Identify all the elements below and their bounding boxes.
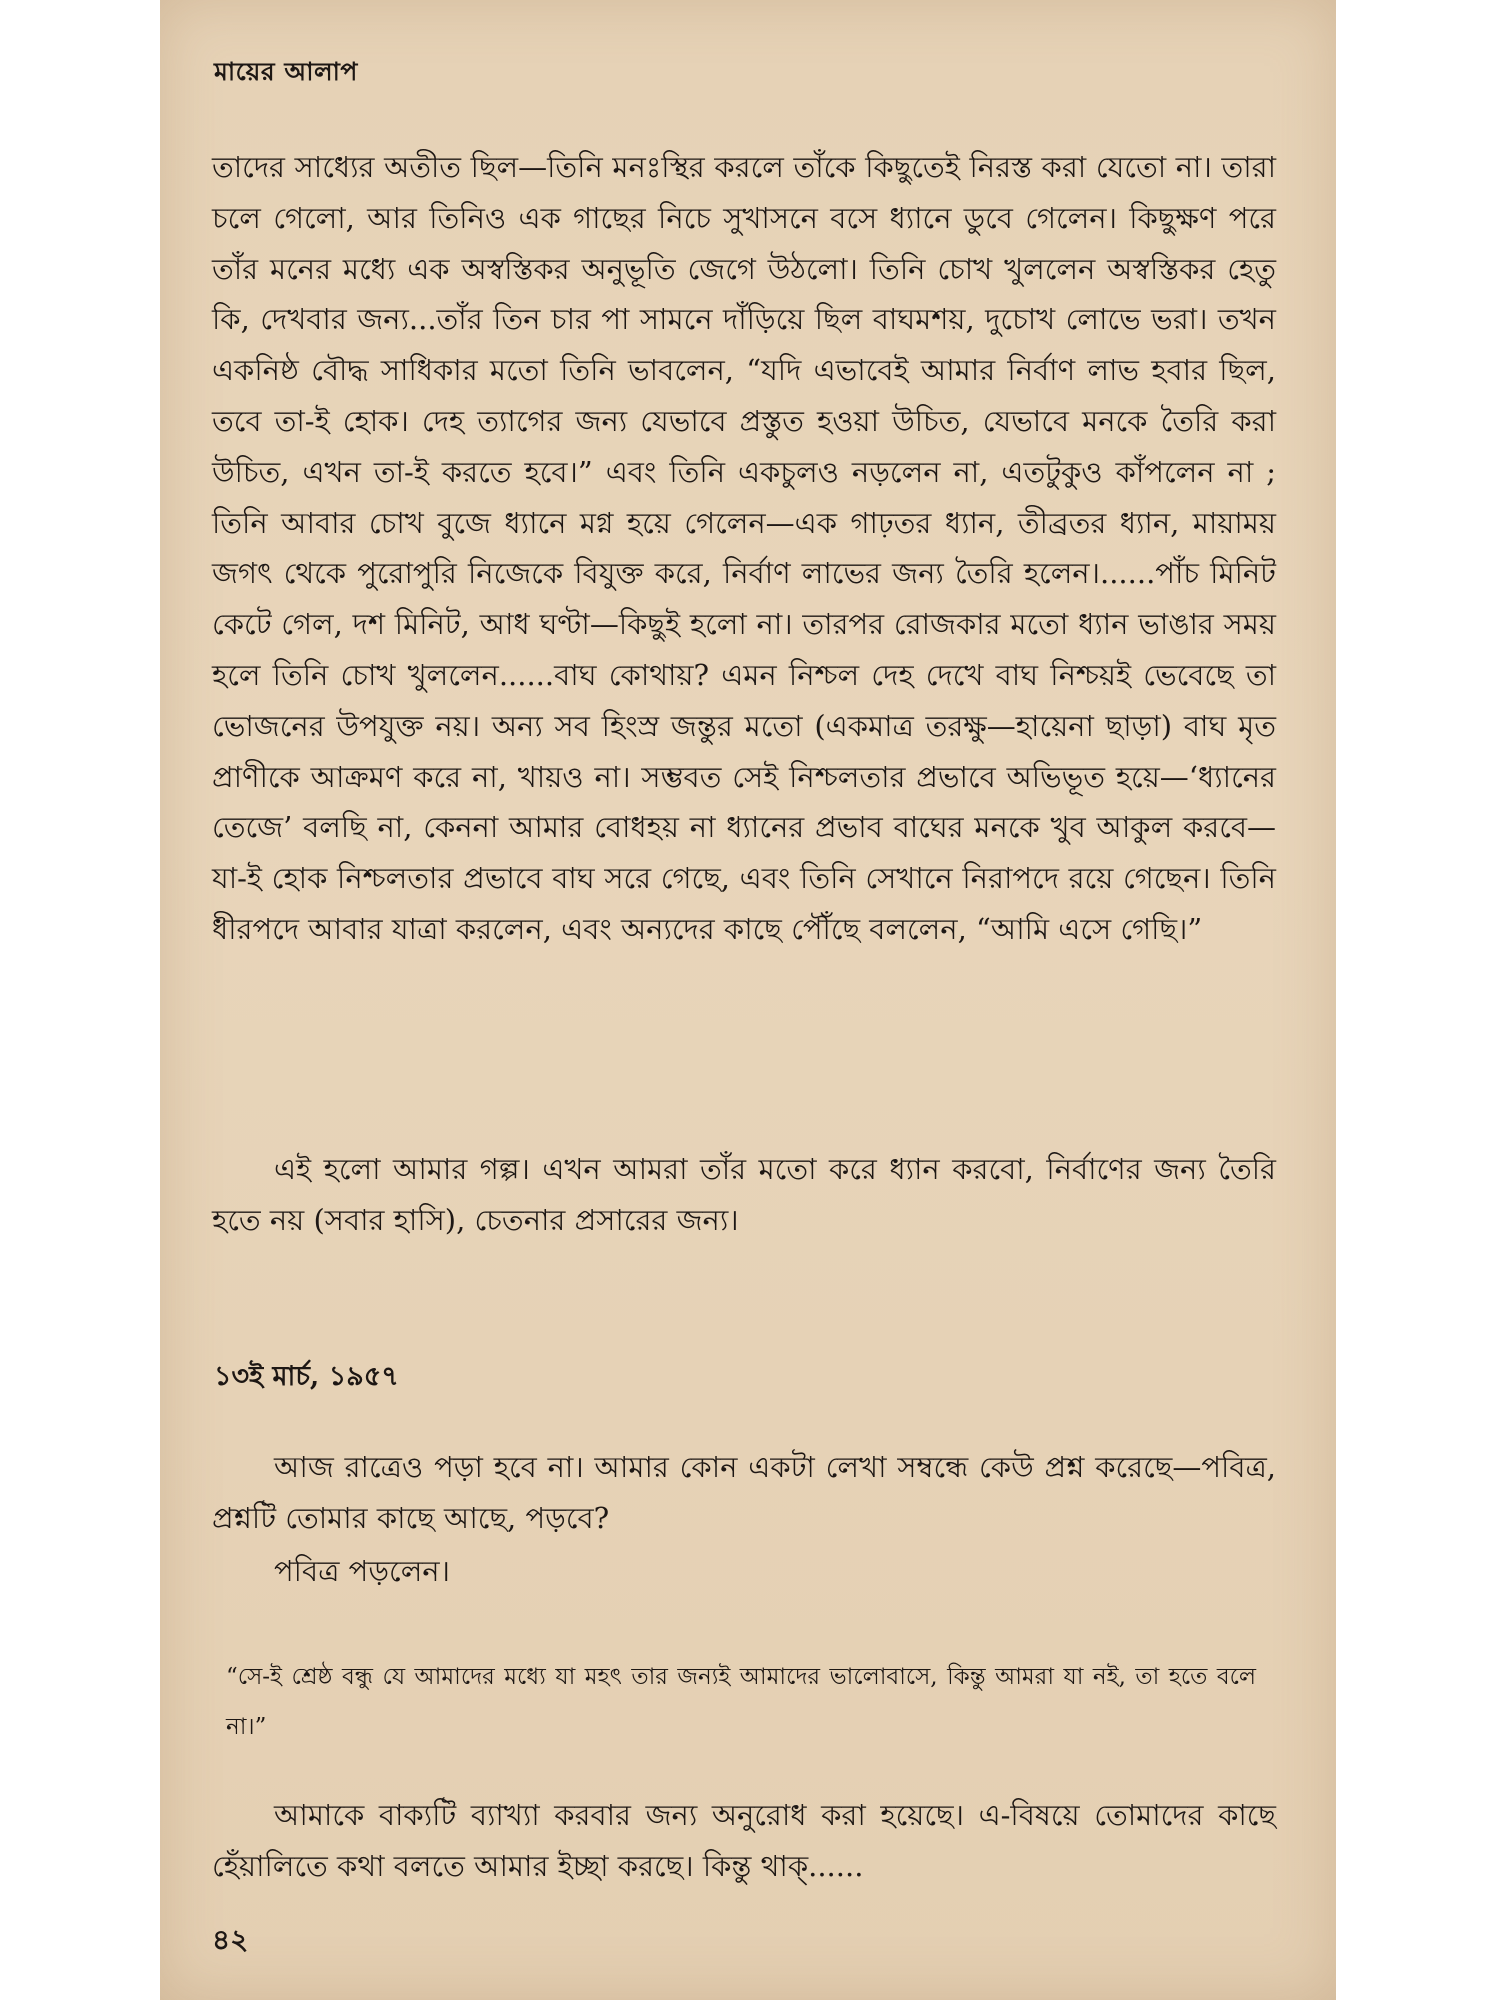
body-paragraph-1 (212, 142, 1276, 955)
body-paragraph-4 (212, 1546, 1276, 1597)
paragraph-text: পবিত্র পড়লেন। (274, 1554, 450, 1588)
book-page (160, 0, 1336, 2000)
body-paragraph-2 (212, 1144, 1276, 1246)
date-heading: ১৩ই মার্চ, ১৯৫৭ (214, 1361, 399, 1392)
body-paragraph-3 (212, 1442, 1276, 1544)
running-head: মায়ের আলাপ (214, 57, 358, 86)
body-paragraph-5 (212, 1790, 1276, 1892)
paragraph-text: আমাকে বাক্যটি ব্যাখ্যা করবার জন্য অনুরোধ করা হয়েছে। এ-বিষয়ে তোমাদের কাছে হেঁয়ালিতে কথা বলতে আমার ইচ্ছা করছে। কিন্তু থাক্‌...... (212, 1798, 1276, 1883)
paragraph-text: তাদের সাধ্যের অতীত ছিল—তিনি মনঃস্থির করলে তাঁকে কিছুতেই নিরস্ত করা যেতো না। তারা চলে গেলো, আর তিনিও এক গাছের নিচে সুখাসনে বসে ধ্যানে ডুবে গেলেন। কিছুক্ষণ পরে তাঁর মনের মধ্যে এক অস্বস্তিকর অনুভূতি জেগে উঠলো। তিনি চোখ খুললেন অস্বস্তিকর হেতু কি, দেখবার জন্য...তাঁর তিন চার পা সামনে দাঁড়িয়ে ছিল বাঘমশয়, দুচোখ লোভে ভরা। তখন একনিষ্ঠ বৌদ্ধ সাধিকার মতো তিনি ভাবলেন, “যদি এভাবেই আমার নির্বাণ লাভ হবার ছিল, তবে তা-ই হোক। দেহ ত্যাগের জন্য যেভাবে প্রস্তুত হওয়া উচিত, যেভাবে মনকে তৈরি করা উচিত, এখন তা-ই করতে হবে।” এবং তিনি একচুলও নড়লেন না, এতটুকুও কাঁপলেন না ; তিনি আবার চোখ বুজে ধ্যানে মগ্ন হয়ে গেলেন—এক গাঢ়তর ধ্যান, তীব্রতর ধ্যান, মায়াময় জগৎ থেকে পুরোপুরি নিজেকে বিযুক্ত করে, নির্বাণ লাভের জন্য তৈরি হলেন।......পাঁচ মিনিট কেটে গেল, দশ মিনিট, আধ ঘণ্টা—কিছুই হলো না। তারপর রোজকার মতো ধ্যান ভাঙার সময় হলে তিনি চোখ খুললেন......বাঘ কোথায়? এমন নিশ্চল দেহ দেখে বাঘ নিশ্চয়ই ভেবেছে তা ভোজনের উপযুক্ত নয়। অন্য সব হিংস্র জন্তুর মতো (একমাত্র তরক্ষু—হায়েনা ছাড়া) বাঘ মৃত প্রাণীকে আক্রমণ করে না, খায়ও না। সম্ভবত সেই নিশ্চলতার প্রভাবে অভিভূত হয়ে—‘ধ্যানের তেজে’ বলছি না, কেননা আমার বোধহয় না ধ্যানের প্রভাব বাঘের মনকে খুব আকুল করবে—যা-ই হোক নিশ্চলতার প্রভাবে বাঘ সরে গেছে, এবং তিনি সেখানে নিরাপদে রয়ে গেছেন। তিনি ধীরপদে আবার যাত্রা করলেন, এবং অন্যদের কাছে পৌঁছে বললেন, “আমি এসে গেছি।” (212, 150, 1276, 946)
paragraph-text: আজ রাত্রেও পড়া হবে না। আমার কোন একটা লেখা সম্বন্ধে কেউ প্রশ্ন করেছে—পবিত্র, প্রশ্নটি তোমার কাছে আছে, পড়বে? (212, 1450, 1276, 1535)
paragraph-text: এই হলো আমার গল্প। এখন আমরা তাঁর মতো করে ধ্যান করবো, নির্বাণের জন্য তৈরি হতে নয় (সবার হাসি), চেতনার প্রসারের জন্য। (212, 1152, 1276, 1237)
page-number: ৪২ (212, 1923, 249, 1956)
block-quote: “সে-ই শ্রেষ্ঠ বন্ধু যে আমাদের মধ্যে যা মহৎ তার জন্যই আমাদের ভালোবাসে, কিন্তু আমরা যা নই, তা হতে বলে না।” (226, 1664, 1256, 1740)
